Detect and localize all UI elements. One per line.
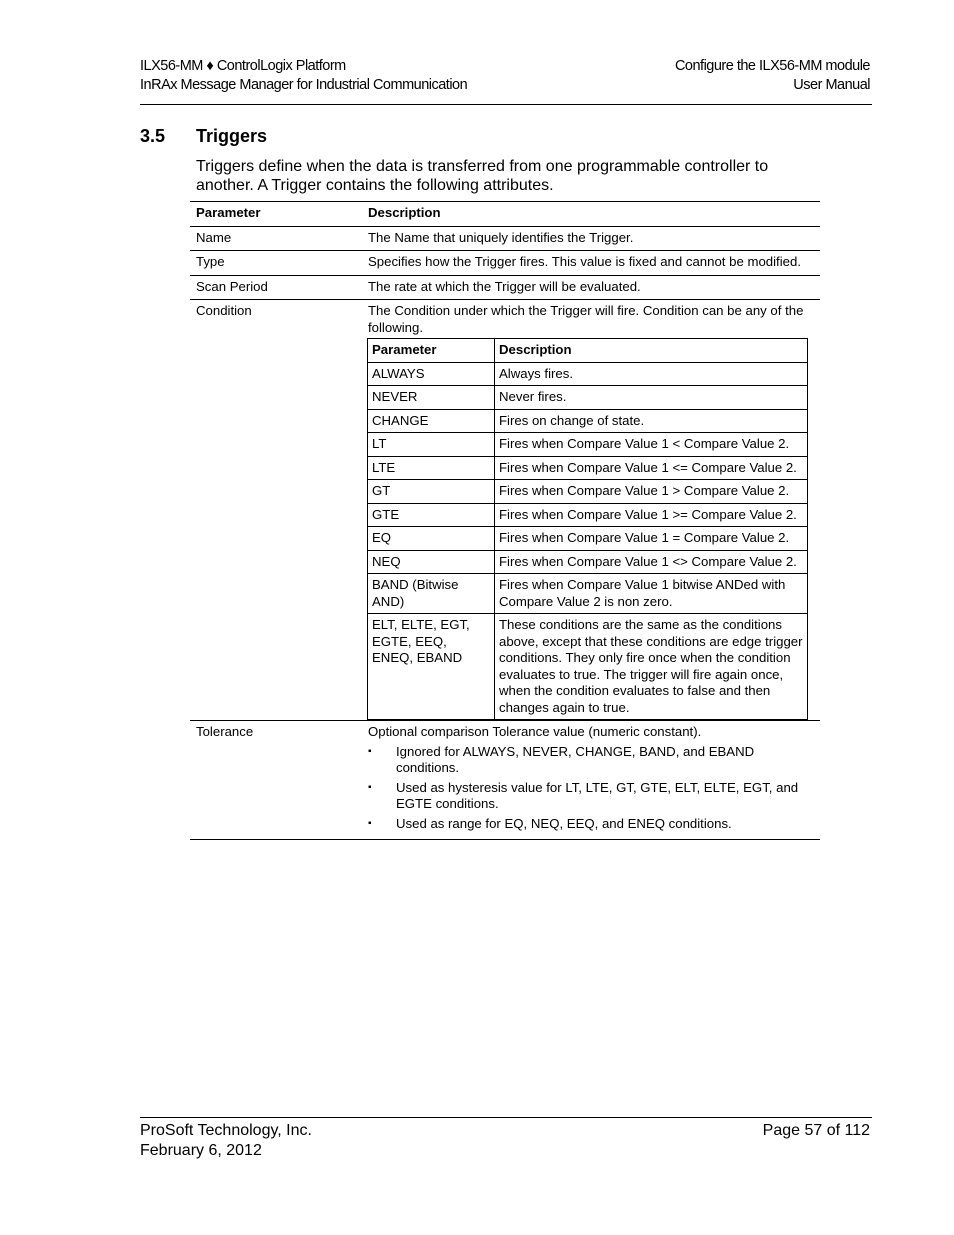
sub-description-cell: Fires when Compare Value 1 < Compare Value 2. xyxy=(495,433,808,457)
sub-description-cell: Fires when Compare Value 1 <= Compare Value 2. xyxy=(495,456,808,480)
bullet-icon: ▪ xyxy=(368,745,372,757)
table-row xyxy=(190,226,820,251)
section-title: Triggers xyxy=(196,126,268,146)
table-row xyxy=(190,251,820,276)
description-cell xyxy=(362,721,820,840)
list-item-text: Ignored for ALWAYS, NEVER, CHANGE, BAND, and EBAND conditions. xyxy=(396,743,755,775)
table-row xyxy=(368,362,808,386)
list-item-text: Used as hysteresis value for LT, LTE, GT, GTE, ELT, ELTE, EGT, and EGTE conditions. xyxy=(396,779,799,811)
list-item-text: Used as range for EQ, NEQ, EEQ, and ENEQ conditions. xyxy=(396,815,732,831)
description-cell: The Name that uniquely identifies the Trigger. xyxy=(362,226,820,251)
sub-parameter-cell: GT xyxy=(368,480,495,504)
list-item xyxy=(368,816,810,833)
description-cell: The rate at which the Trigger will be evaluated. xyxy=(362,275,820,300)
footer-left xyxy=(140,1121,312,1161)
table-row xyxy=(368,574,808,614)
table-row xyxy=(190,275,820,300)
sub-description-cell: Fires when Compare Value 1 = Compare Value 2. xyxy=(495,527,808,551)
bullet-icon: ▪ xyxy=(368,781,372,793)
table-row xyxy=(368,433,808,457)
parameter-cell: Condition xyxy=(190,300,362,721)
table-row xyxy=(368,409,808,433)
sub-parameter-cell: CHANGE xyxy=(368,409,495,433)
sub-table-header-row xyxy=(368,339,808,363)
table-row xyxy=(368,386,808,410)
header-manual: User Manual xyxy=(793,77,870,93)
table-row xyxy=(368,480,808,504)
intro-paragraph: Triggers define when the data is transferred from one programmable controller to another. A Trigger contains the following attributes. xyxy=(196,158,769,194)
sub-description-cell: Fires when Compare Value 1 >= Compare Value 2. xyxy=(495,503,808,527)
sub-column-header-parameter: Parameter xyxy=(368,339,495,363)
parameter-cell: Name xyxy=(190,226,362,251)
column-header-description: Description xyxy=(362,202,820,227)
header-chapter: Configure the ILX56-MM module xyxy=(674,58,870,74)
sub-description-cell: Fires when Compare Value 1 bitwise ANDed with Compare Value 2 is non zero. xyxy=(495,574,808,614)
sub-parameter-cell: ALWAYS xyxy=(368,362,495,386)
sub-parameter-cell: LT xyxy=(368,433,495,457)
table-row xyxy=(368,503,808,527)
sub-column-header-description: Description xyxy=(495,339,808,363)
sub-parameter-cell: NEVER xyxy=(368,386,495,410)
tolerance-bullet-list xyxy=(368,744,810,833)
sub-parameter-cell: EQ xyxy=(368,527,495,551)
column-header-parameter: Parameter xyxy=(190,202,362,227)
header-right xyxy=(675,57,870,95)
description-cell xyxy=(362,300,820,721)
section-heading xyxy=(140,125,267,147)
bullet-icon: ▪ xyxy=(368,817,372,829)
table-row xyxy=(368,456,808,480)
section-number: 3.5 xyxy=(140,126,166,146)
page-header xyxy=(140,57,872,105)
table-row xyxy=(368,527,808,551)
footer-date: February 6, 2012 xyxy=(140,1142,262,1159)
table-header-row xyxy=(190,202,820,227)
list-item xyxy=(368,744,810,777)
sub-parameter-cell: NEQ xyxy=(368,550,495,574)
table-row xyxy=(368,614,808,720)
header-product: ILX56-MM ♦ ControlLogix Platform xyxy=(140,58,346,74)
parameter-cell: Type xyxy=(190,251,362,276)
sub-description-cell: Fires on change of state. xyxy=(495,409,808,433)
sub-parameter-cell: BAND (Bitwise AND) xyxy=(368,574,495,614)
page-footer xyxy=(140,1117,872,1159)
sub-description-cell: Fires when Compare Value 1 <> Compare Value 2. xyxy=(495,550,808,574)
header-subtitle: InRAx Message Manager for Industrial Communication xyxy=(140,77,468,93)
table-row-condition xyxy=(190,300,820,721)
table-row-tolerance xyxy=(190,721,820,840)
sub-description-cell: Never fires. xyxy=(495,386,808,410)
header-left xyxy=(140,57,467,95)
condition-description: The Condition under which the Trigger will fire. Condition can be any of the following. xyxy=(368,303,804,335)
sub-parameter-cell: LTE xyxy=(368,456,495,480)
sub-parameter-cell: GTE xyxy=(368,503,495,527)
triggers-attribute-table xyxy=(190,201,820,840)
sub-description-cell: Always fires. xyxy=(495,362,808,386)
sub-parameter-cell: ELT, ELTE, EGT, EGTE, EEQ, ENEQ, EBAND xyxy=(368,614,495,720)
table-row xyxy=(368,550,808,574)
description-cell: Specifies how the Trigger fires. This value is fixed and cannot be modified. xyxy=(362,251,820,276)
sub-description-cell: These conditions are the same as the conditions above, except that these conditions are edge trigger conditions. They only fire once when the condition evaluates to true. The trigger will fire again once, when the condition evaluates to false and then changes again to true. xyxy=(495,614,808,720)
footer-company: ProSoft Technology, Inc. xyxy=(140,1122,312,1139)
condition-rows xyxy=(368,362,808,720)
sub-description-cell: Fires when Compare Value 1 > Compare Value 2. xyxy=(495,480,808,504)
condition-options-table xyxy=(367,338,808,720)
list-item xyxy=(368,780,810,813)
tolerance-description: Optional comparison Tolerance value (numeric constant). xyxy=(368,724,702,739)
parameter-cell: Scan Period xyxy=(190,275,362,300)
parameter-cell: Tolerance xyxy=(190,721,362,840)
footer-page-number: Page 57 of 112 xyxy=(762,1122,870,1139)
